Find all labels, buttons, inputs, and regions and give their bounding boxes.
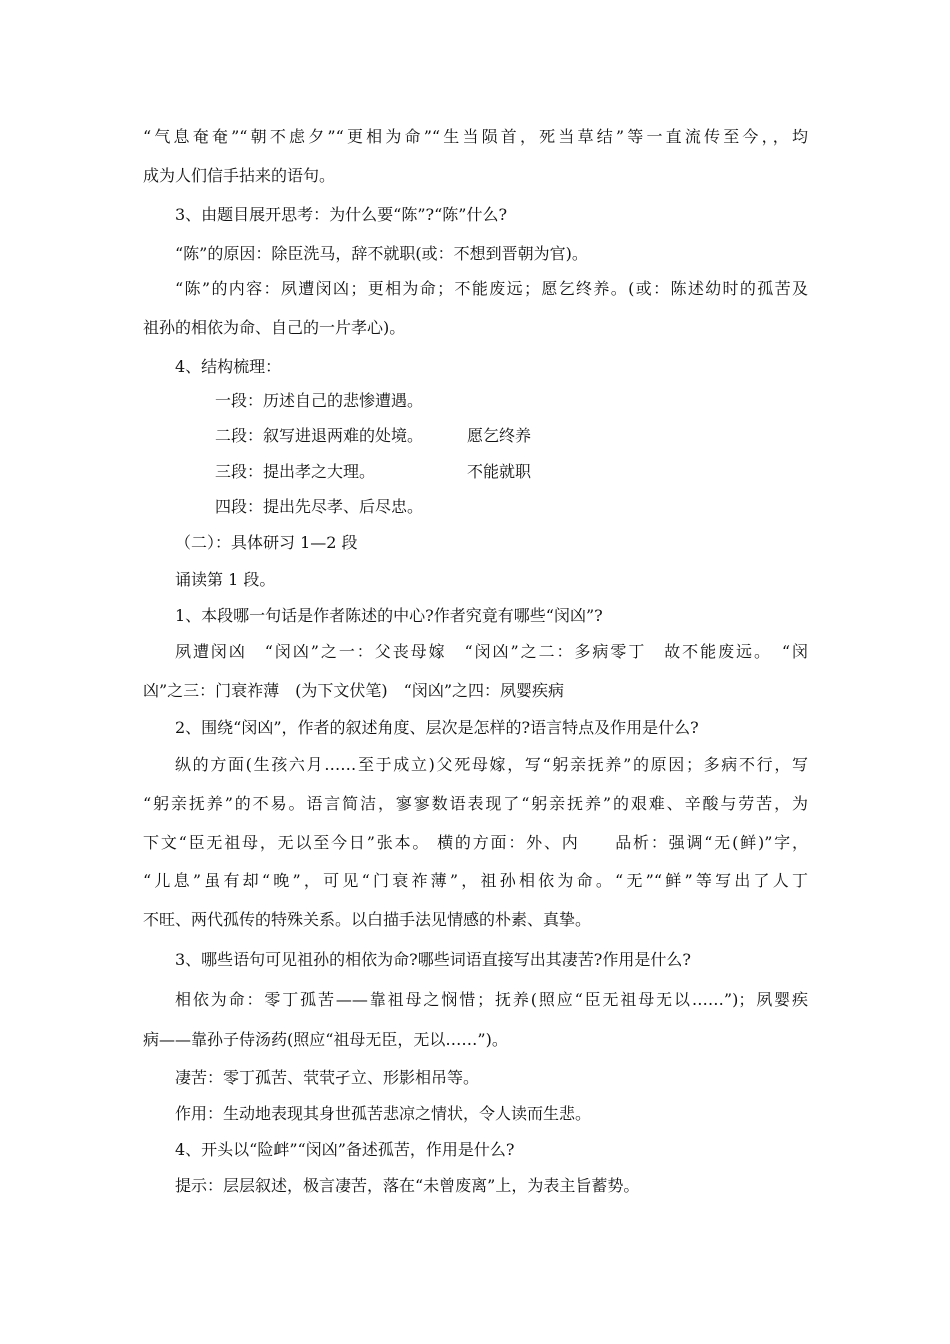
outline-note: 不能就职 [467,462,532,481]
text-line: 凄苦：零丁孤苦、茕茕孑立、形影相吊等。 [175,1068,480,1087]
text-line: 3、哪些语句可见祖孙的相依为命?哪些词语直接写出其凄苦?作用是什么? [175,950,691,969]
text-line: “躬亲抚养”的不易。语言简洁，寥寥数语表现了“躬亲抚养”的艰难、辛酸与劳苦，为 [143,794,808,813]
text-line: 下文“臣无祖母，无以至今日”张本。 横的方面：外、内 品析：强调“无(鲜)”字， [143,833,808,852]
text-line: 祖孙的相依为命、自己的一片孝心)。 [143,318,406,337]
text-line: 成为人们信手拈来的语句。 [143,166,336,185]
text-line: 4、开头以“险衅”“闵凶”备述孤苦，作用是什么? [175,1140,515,1159]
text-line: 凶”之三：门衰祚薄 (为下文伏笔) “闵凶”之四：夙婴疾病 [143,681,565,700]
outline-item: 三段：提出孝之大理。 [215,462,376,481]
text-line: “陈”的原因：除臣洗马，辞不就职(或：不想到晋朝为官)。 [175,244,588,263]
section-heading: （二）：具体研习 1—2 段 [175,533,358,552]
text-line: 相依为命：零丁孤苦——靠祖母之悯惜；抚养(照应“臣无祖母无以……”)；夙婴疾 [175,990,808,1009]
text-line: 不旺、两代孤传的特殊关系。以白描手法见情感的朴素、真挚。 [143,910,592,929]
text-line [215,462,375,482]
text-line: 3、由题目展开思考：为什么要“陈”?“陈”什么? [175,205,508,224]
outline-item: 二段：叙写进退两难的处境。 [215,426,424,445]
text-line: 纵的方面(生孩六月……至于成立)父死母嫁，写“躬亲抚养”的原因；多病不行，写 [175,755,808,774]
text-line: 4、结构梳理： [175,357,282,376]
text-line: 提示：层层叙述，极言凄苦，落在“未曾废离”上，为表主旨蓄势。 [175,1176,640,1195]
text-line: 一段：历述自己的悲惨遭遇。 [215,391,424,410]
text-line: 夙遭闵凶 “闵凶”之一：父丧母嫁 “闵凶”之二：多病零丁 故不能废远。 “闵 [175,642,808,661]
text-line [215,426,423,446]
text-line: “气息奄奄”“朝不虑夕”“更相为命”“生当陨首，死当草结”等一直流传至今，，均 [143,127,808,146]
text-line: 作用：生动地表现其身世孤苦悲凉之情状，令人读而生悲。 [175,1104,592,1123]
text-line: “儿息”虽有却“晚”，可见“门衰祚薄”，祖孙相依为命。“无”“鲜”等写出了人丁 [143,871,808,890]
text-line: 病——靠孙子侍汤药(照应“祖母无臣，无以……”)。 [143,1030,508,1049]
text-line: 诵读第 1 段。 [175,570,276,589]
text-line: 四段：提出先尽孝、后尽忠。 [215,497,424,516]
text-line: 2、围绕“闵凶”，作者的叙述角度、层次是怎样的?语言特点及作用是什么? [175,718,699,737]
text-line: “陈”的内容：夙遭闵凶；更相为命；不能废远；愿乞终养。(或：陈述幼时的孤苦及 [175,279,808,298]
outline-note: 愿乞终养 [467,426,532,445]
text-line: 1、本段哪一句话是作者陈述的中心?作者究竟有哪些“闵凶”? [175,606,603,625]
